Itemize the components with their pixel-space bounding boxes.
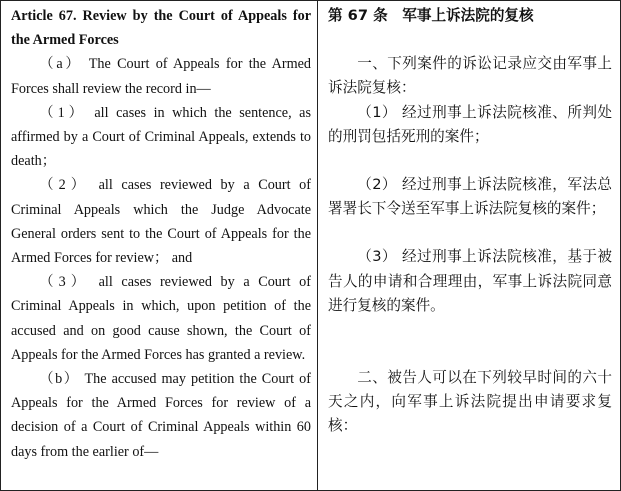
chinese-column — [318, 1, 620, 490]
chinese-paragraph-a3: （3） 经过刑事上诉法院核准，基于被告人的申请和合理理由，军事上诉法院同意进行复核的案件。 — [328, 248, 612, 314]
chinese-paragraph-a2: （2） 经过刑事上诉法院核准，军法总署署长下令送至军事上诉法院复核的案件； — [328, 176, 612, 218]
chinese-article-title: 第 67 条 军事上诉法院的复核 — [328, 7, 534, 24]
english-paragraph-a2: （2） all cases reviewed by a Court of Criminal Appeals which the Judge Advocate General orders sent to the Court of Appeals for the Armed Forces for review； and — [11, 177, 311, 267]
english-paragraph-b-intro: （b） The accused may petition the Court of Appeals for the Armed Forces for review of a decision of a Court of Criminal Appeals within 60 days from the earlier of— — [11, 371, 311, 460]
english-article-title: Article 67. Review by the Court of Appeals for the Armed Forces — [11, 8, 311, 49]
english-paragraph-a1: （1） all cases in which the sentence, as affirmed by a Court of Criminal Appeals, extends to death； — [11, 104, 311, 170]
english-paragraph-a-intro: （a） The Court of Appeals for the Armed Forces shall review the record in— — [11, 56, 311, 97]
chinese-paragraph-a1: （1） 经过刑事上诉法院核准、所判处的刑罚包括死刑的案件； — [328, 103, 612, 145]
chinese-paragraph-a-intro: 一、下列案件的诉讼记录应交由军事上诉法院复核： — [328, 55, 612, 97]
english-column — [1, 1, 318, 490]
chinese-paragraph-b-intro: 二、被告人可以在下列较早时间的六十天之内，向军事上诉法院提出申请要求复核： — [328, 369, 612, 435]
english-paragraph-a3: （3） all cases reviewed by a Court of Criminal Appeals in which, upon petition of the accused and on good cause shown, the Court of Appeals for the Armed Forces has granted a review. — [11, 274, 311, 363]
